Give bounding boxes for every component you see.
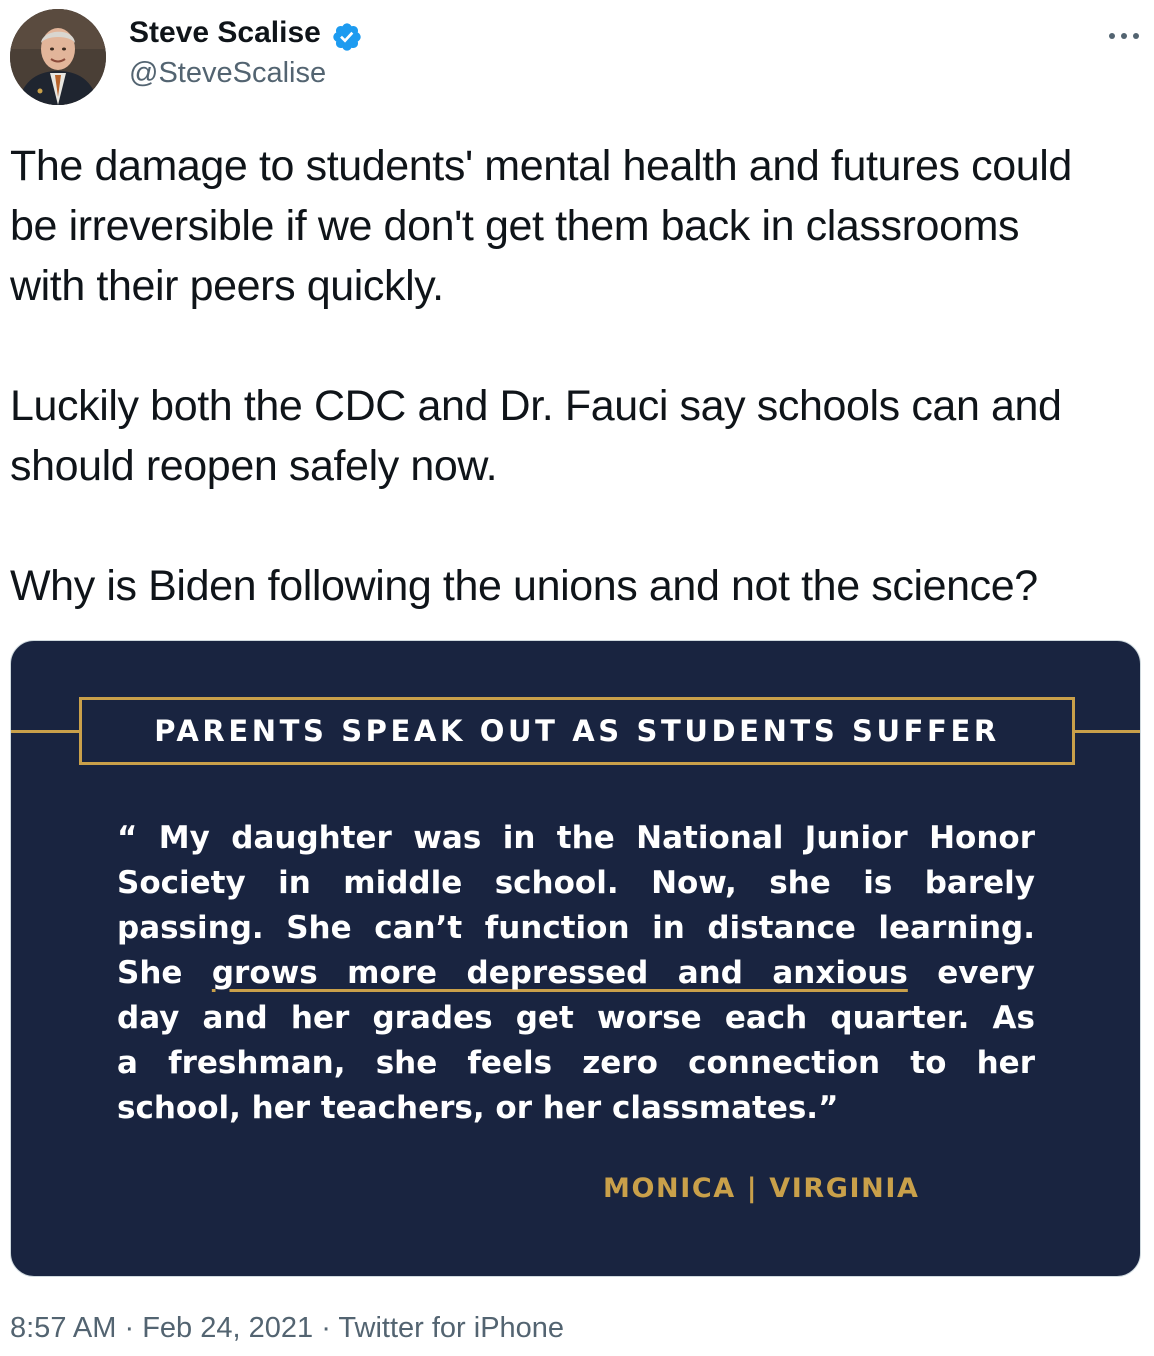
- quote-underlined-phrase: grows more depressed and anxious: [211, 955, 908, 991]
- tweet-line: Luckily both the CDC and Dr. Fauci say schools can and: [10, 382, 1062, 430]
- tweet-meta: [10, 1312, 564, 1345]
- tweet-line: with their peers quickly.: [10, 262, 444, 310]
- paragraph-gap: [10, 316, 1150, 376]
- tweet-source[interactable]: Twitter for iPhone: [338, 1312, 565, 1344]
- meta-separator: ·: [321, 1312, 331, 1344]
- media-headline: PARENTS SPEAK OUT AS STUDENTS SUFFER: [154, 714, 1000, 748]
- tweet-time[interactable]: 8:57 AM: [10, 1312, 117, 1344]
- tweet-line: should reopen safely now.: [10, 442, 498, 490]
- quote-fragment: every: [907, 955, 1035, 991]
- tweet-text: [10, 136, 1150, 616]
- quote-attribution: MONICA | VIRGINIA: [603, 1173, 920, 1204]
- author-handle[interactable]: @SteveScalise: [129, 57, 327, 89]
- verified-badge-icon: [331, 21, 363, 53]
- tweet-date[interactable]: Feb 24, 2021: [142, 1312, 314, 1344]
- profile-photo: [10, 9, 106, 105]
- media-quote: [117, 816, 1035, 1131]
- quote-line: school, her teachers, or her classmates.”: [117, 1090, 839, 1126]
- quote-fragment: She: [117, 955, 212, 991]
- paragraph-gap: [10, 496, 1150, 556]
- headline-box: [79, 697, 1075, 765]
- avatar[interactable]: [10, 9, 106, 105]
- tweet-line: Why is Biden following the unions and not the science?: [10, 562, 1038, 610]
- author-name[interactable]: Steve Scalise: [129, 16, 321, 49]
- quote-line: “ My daughter was in the National Junior Honor: [117, 820, 1035, 856]
- quote-line-highlight: [117, 951, 1035, 996]
- divider-left: [11, 730, 79, 733]
- meta-separator: ·: [124, 1312, 135, 1344]
- tweet-line: be irreversible if we don't get them back in classrooms: [10, 202, 1020, 250]
- tweet-line: The damage to students' mental health and futures could: [10, 142, 1072, 190]
- tweet-media-image[interactable]: [10, 640, 1141, 1277]
- divider-right: [1073, 730, 1141, 733]
- quote-line: passing. She can’t function in distance learning.: [117, 910, 1035, 946]
- more-dots-icon[interactable]: [1102, 18, 1146, 54]
- quote-line: a freshman, she feels zero connection to her: [117, 1045, 1035, 1081]
- quote-line: Society in middle school. Now, she is barely: [117, 865, 1035, 901]
- quote-line: day and her grades get worse each quarter. As: [117, 1000, 1035, 1036]
